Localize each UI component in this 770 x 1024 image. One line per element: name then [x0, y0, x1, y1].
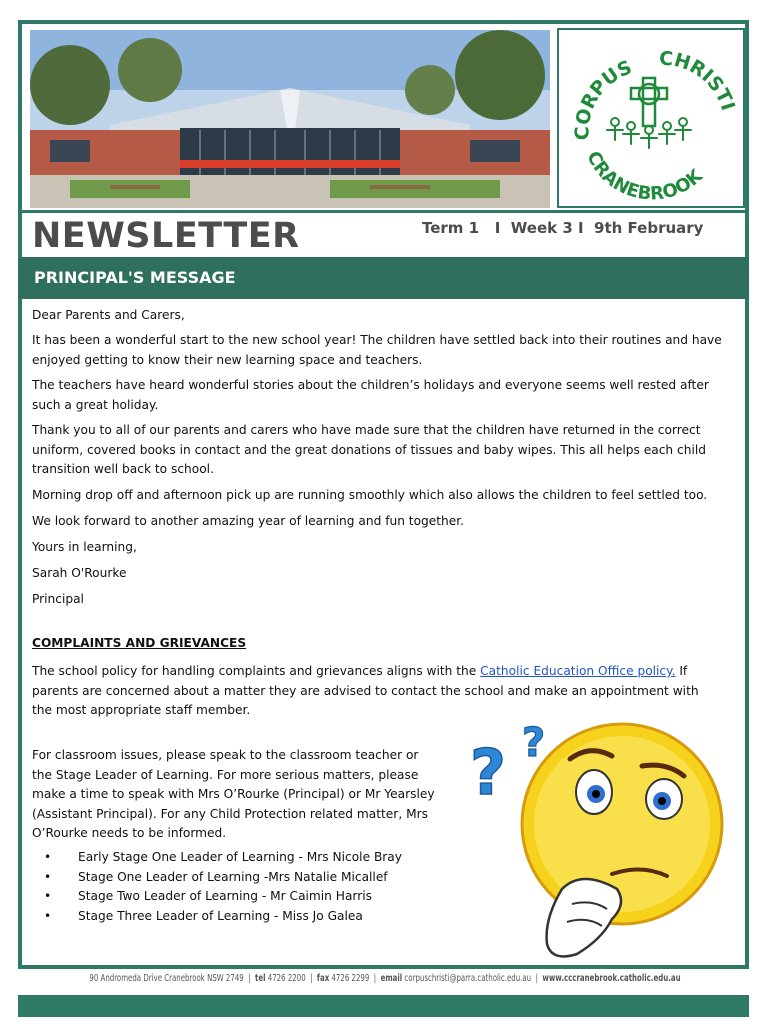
- principal-heading: PRINCIPAL'S MESSAGE: [34, 268, 236, 287]
- bullet: •: [44, 889, 52, 903]
- thinking-face-icon: [452, 704, 732, 969]
- footer-tel-label: tel: [255, 973, 266, 984]
- list-item: [32, 887, 402, 907]
- footer-bar: [18, 995, 749, 1017]
- header-divider: [22, 210, 745, 213]
- footer-sep: |: [305, 973, 317, 984]
- principal-paragraph-2: The teachers have heard wonderful stories about the children’s holidays and everyone seems well rested after such a great holiday.: [32, 378, 709, 412]
- footer-contact: [69, 973, 700, 984]
- list-item: [32, 907, 402, 927]
- principal-paragraph-1: It has been a wonderful start to the new school year! The children have settled back into their routines and have enjoyed getting to know their new learning space and teachers.: [32, 333, 722, 367]
- principal-paragraph-3: Thank you to all of our parents and carers who have made sure that the children have returned in the correct uniform, covered books in contact and the great donations of tissues and baby wipes. This all helps each child transition well back to school.: [32, 423, 706, 476]
- footer-website[interactable]: www.cccranebrook.catholic.edu.au: [542, 973, 681, 984]
- footer-email[interactable]: corpuschristi@parra.catholic.edu.au: [402, 973, 532, 984]
- signoff: Yours in learning,: [32, 540, 137, 554]
- list-item: [32, 868, 402, 888]
- svg-text:CRANEBROOK: [582, 148, 707, 205]
- leaders-list: [32, 848, 402, 926]
- leader-label: Stage Two Leader of Learning - Mr Caimin Harris: [78, 889, 372, 903]
- footer-email-label: email: [380, 973, 403, 984]
- complaints-text-after: If parents are concerned about a matter they are advised to contact the school and make an appointment with the most appropriate staff member.: [32, 664, 699, 717]
- bullet: •: [44, 908, 52, 923]
- footer-tel: 4726 2200: [265, 973, 306, 984]
- school-crest-icon: [557, 28, 745, 208]
- svg-text:?: ?: [522, 720, 546, 766]
- school-building-photo: [30, 30, 550, 208]
- footer-sep: |: [243, 973, 256, 984]
- greeting: Dear Parents and Carers,: [32, 308, 185, 322]
- leader-label: Stage Three Leader of Learning - Miss Jo Galea: [78, 908, 363, 923]
- complaints-paragraph-2: For classroom issues, please speak to the classroom teacher or the Stage Leader of Learning. For more serious matters, please make a time to speak with Mrs O’Rourke (Principal) or Mr Yearsley (Assistant Principal). For any Child Protection related matter, Mrs O’Rourke needs to be informed.: [32, 748, 435, 840]
- footer-fax-label: fax: [316, 973, 330, 984]
- bullet: •: [44, 869, 52, 884]
- principal-paragraph-4: Morning drop off and afternoon pick up are running smoothly which also allows the children to feel settled too.: [32, 488, 708, 502]
- leader-label: Early Stage One Leader of Learning - Mrs Nicole Bray: [78, 850, 402, 864]
- footer-sep: |: [369, 973, 381, 984]
- newsletter-frame: [18, 20, 749, 969]
- complaints-heading: COMPLAINTS AND GRIEVANCES: [32, 636, 247, 650]
- ceo-policy-link[interactable]: Catholic Education Office policy.: [480, 664, 676, 678]
- bullet: •: [44, 850, 52, 864]
- list-item: [32, 848, 402, 868]
- principal-heading-bar: [18, 257, 749, 299]
- crest-text-top: CORPUS: [571, 56, 636, 141]
- principal-role: Principal: [32, 592, 84, 606]
- footer-fax: 4726 2299: [329, 973, 370, 984]
- svg-text:?: ?: [470, 736, 506, 809]
- principal-paragraph-5: We look forward to another amazing year of learning and fun together.: [32, 514, 465, 528]
- footer-address: 90 Andromeda Drive Cranebrook NSW 2749: [89, 973, 244, 984]
- principal-name: Sarah O'Rourke: [32, 566, 127, 580]
- newsletter-title: NEWSLETTER: [32, 216, 300, 256]
- footer-sep: |: [531, 973, 543, 984]
- complaints-text-before: The school policy for handling complaints and grievances aligns with the: [32, 664, 481, 678]
- crest-text-right: CHRISTI: [658, 47, 739, 114]
- issue-date: Term 1 I Week 3 I 9th February: [422, 219, 704, 237]
- svg-text:CORPUS: [571, 56, 635, 140]
- leader-label: Stage One Leader of Learning -Mrs Natalie Micallef: [78, 869, 388, 884]
- crest-text-bottom: CRANEBROOK: [582, 147, 707, 205]
- svg-text:CHRISTI: [659, 48, 739, 113]
